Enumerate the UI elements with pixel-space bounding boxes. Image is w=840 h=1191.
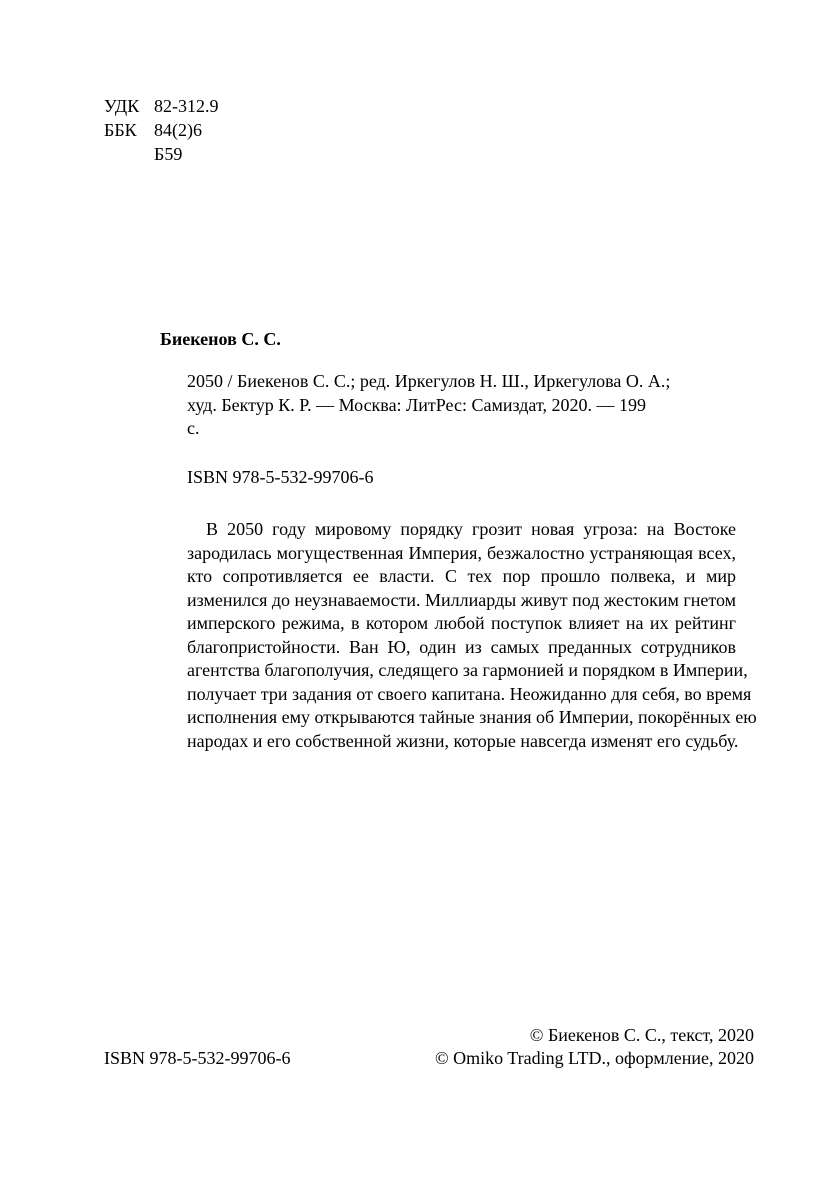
author-mark: Б59 [154,144,183,164]
bbk-label: ББК [104,120,137,140]
annotation-line: агентства благополучия, следящего за гармонией и порядком в Империи, [187,660,748,680]
annotation-line: исполнения ему открываются тайные знания об Империи, покорённых ею [187,707,757,727]
annotation-line: благопристойности. Ван Ю, один из самых преданных сотрудников [187,636,736,657]
annotation [187,518,757,753]
annotation-line: зародилась могущественная Империя, безжалостно устраняющая всех, [187,542,736,563]
isbn-top: ISBN 978-5-532-99706-6 [187,467,374,487]
annotation-line: получает три задания от своего капитана. Неожиданно для себя, во время [187,683,752,704]
udk-value: 82-312.9 [154,96,219,116]
biblio-line: худ. Бектур К. Р. — Москва: ЛитРес: Самиздат, 2020. — 199 [187,394,646,415]
bbk-value: 84(2)6 [154,120,202,140]
annotation-line: В 2050 году мировому порядку грозит новая угроза: на Востоке [206,519,736,539]
annotation-line: народах и его собственной жизни, которые навсегда изменят его судьбу. [187,730,739,751]
bibliographic-record [187,370,727,441]
biblio-line: 2050 / Биекенов С. С.; ред. Иркегулов Н. Ш., Иркегулова О. А.; [187,371,671,391]
copyright-text: © Биекенов С. С., текст, 2020 [529,1025,754,1045]
annotation-line: кто сопротивляется ее власти. С тех пор прошло полвека, и мир [187,566,736,586]
annotation-line: изменился до неузнаваемости. Миллиарды живут под жестоким гнетом [187,589,737,610]
annotation-line: имперского режима, в котором любой поступок влияет на их рейтинг [187,613,736,633]
bbk-row [104,119,202,142]
copyright-design: © Omiko Trading LTD., оформление, 2020 [434,1048,754,1068]
biblio-line: с. [187,418,200,438]
author-heading: Биекенов С. С. [160,329,281,349]
isbn-bottom: ISBN 978-5-532-99706-6 [104,1048,291,1068]
udk-label: УДК [104,96,140,116]
udk-row [104,95,219,118]
author-mark-row [104,143,182,166]
